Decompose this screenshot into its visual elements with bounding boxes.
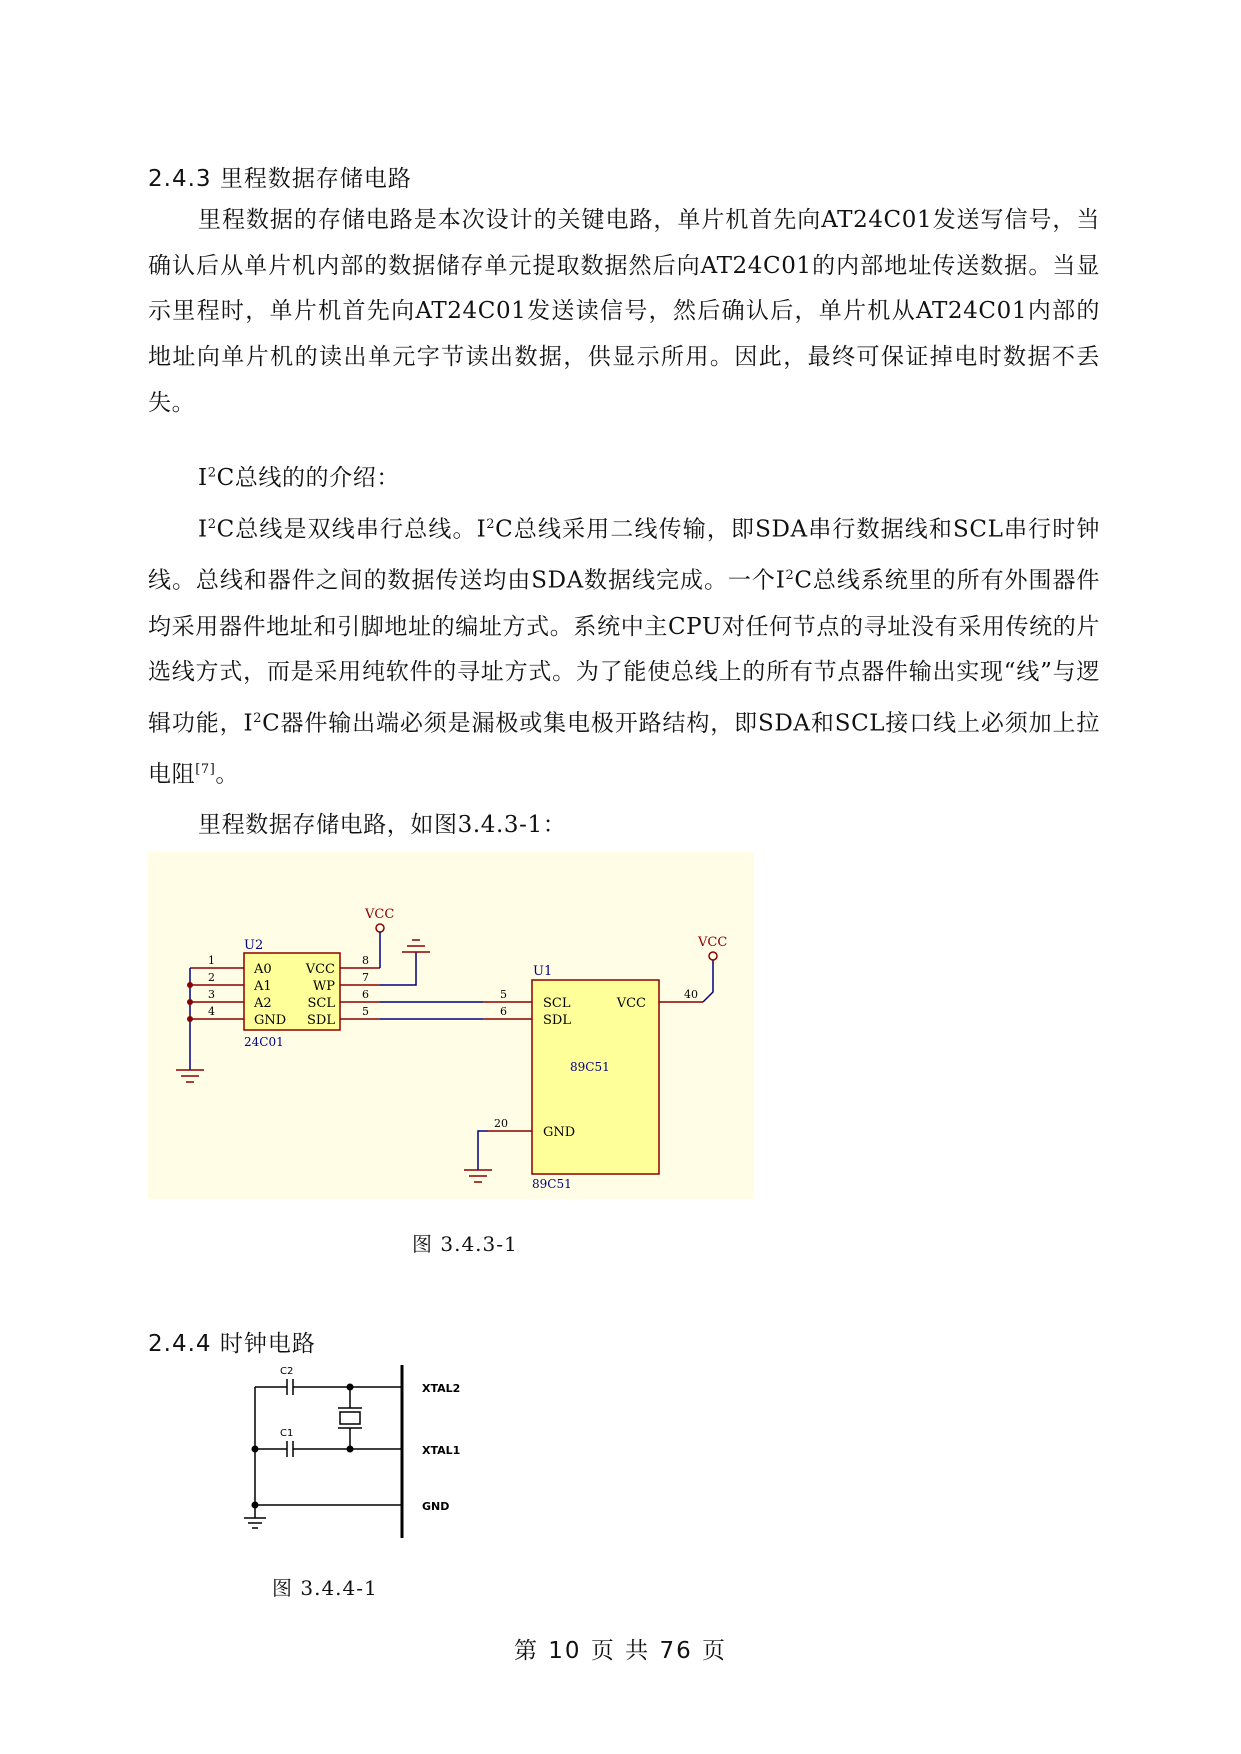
paragraph-text: 里程数据的存储电路是本次设计的关键电路，单片机首先向AT24C01发送写信号，当确认后从单片机内部的数据储存单元提取数据然后向AT24C01的内部地址传送数据。当显示里程时，单片机首先向AT24C01发送读信号，然后确认后，单片机从AT24C01内部的地址向单片机的读出单元字节读出数据，供显示所用。因此，最终可保证掉电时数据不丢失。 — [148, 207, 1100, 416]
c1-label: C1 — [280, 1428, 294, 1439]
u2-pin-num-7: 7 — [362, 971, 369, 984]
u2-pin-num-3: 3 — [208, 988, 215, 1001]
u1-part-inner-label: 89C51 — [570, 1060, 610, 1074]
figure-intro-line: 里程数据存储电路，如图3.4.3-1： — [198, 812, 567, 838]
page-footer: 第 10 页 共 76 页 — [513, 1638, 728, 1664]
figure-caption-3-4-3-1: 图 3.4.3-1 — [412, 1232, 518, 1256]
i2c-i: I — [198, 465, 208, 491]
u2-pin-vcc: VCC — [305, 962, 335, 977]
u1-pin-num-5: 5 — [500, 988, 507, 1001]
clock-junction-dots — [252, 1384, 354, 1509]
u1-pin-num-40: 40 — [684, 988, 698, 1001]
u2-pin-num-6: 6 — [362, 988, 369, 1001]
figure-caption-3-4-4-1: 图 3.4.4-1 — [272, 1576, 378, 1600]
storage-circuit-schematic — [148, 852, 754, 1199]
u2-pin-a1: A1 — [254, 979, 272, 994]
u2-pin-sdl: SDL — [307, 1013, 335, 1028]
u2-pin-num-8: 8 — [362, 954, 369, 967]
u1-pin-sdl: SDL — [543, 1013, 571, 1028]
u2-pin-num-2: 2 — [208, 971, 215, 984]
u2-pin-num-5: 5 — [362, 1005, 369, 1018]
section-heading-2-4-3: 2.4.3 里程数据存储电路 — [148, 166, 412, 192]
u2-pin-num-1: 1 — [208, 954, 215, 967]
u2-pin-wp: WP — [312, 979, 335, 994]
i2c-intro-line — [198, 459, 400, 492]
section-heading-2-4-4: 2.4.4 时钟电路 — [148, 1331, 316, 1357]
xtal1-label: XTAL1 — [422, 1444, 461, 1457]
gnd-label: GND — [422, 1500, 450, 1513]
u2-pin-gnd: GND — [254, 1013, 287, 1028]
u2-ref-label: U2 — [244, 938, 264, 953]
schematic-background — [148, 852, 754, 1199]
u2-pin-scl: SCL — [307, 996, 335, 1011]
u2-pin-a2: A2 — [254, 996, 272, 1011]
i2c-intro-text: C总线的的介绍： — [216, 465, 400, 491]
u1-pin-num-6: 6 — [500, 1005, 507, 1018]
u1-ref-label: U1 — [533, 964, 553, 979]
paragraph-storage-circuit — [148, 198, 1100, 427]
u2-part-label: 24C01 — [244, 1035, 284, 1049]
c2-label: C2 — [280, 1366, 294, 1377]
paragraph-i2c-text: $I^2C$总线是双线串行总线。$I^2C$总线采用二线传输，即SDA串行数据线和SCL串行时钟线。总线和器件之间的数据传送均由SDA数据线完成。一个$I^2C$总线系统里的所有外围器件均采用器件地址和引脚地址的编址方式。系统中主CPU对任何节点的寻址没有采用传统的片选线方式，而是采用纯软件的寻址方式。为了能使总线上的所有节点器件输出实现“线”与逻辑功能，$I^2C$器件输出端必须是漏极或集电极开路结构，即SDA和SCL接口线上必须加上拉电阻[7]。 — [148, 516, 1101, 789]
u1-part-label: 89C51 — [532, 1177, 572, 1191]
u2-pin-num-4: 4 — [208, 1005, 215, 1018]
u1-vcc-label: VCC — [698, 935, 728, 950]
clock-circuit-schematic — [240, 1360, 490, 1545]
i2c-sup: 2 — [207, 465, 217, 481]
u2-vcc-label: VCC — [365, 907, 395, 922]
u1-pin-scl: SCL — [543, 996, 571, 1011]
xtal2-label: XTAL2 — [422, 1382, 461, 1395]
u1-pin-vcc: VCC — [616, 996, 646, 1011]
crystal-body — [340, 1412, 360, 1424]
u1-pin-gnd: GND — [543, 1125, 576, 1140]
paragraph-i2c-bus — [148, 502, 1100, 799]
u2-pin-a0: A0 — [254, 962, 272, 977]
u1-pin-num-20: 20 — [494, 1117, 508, 1130]
